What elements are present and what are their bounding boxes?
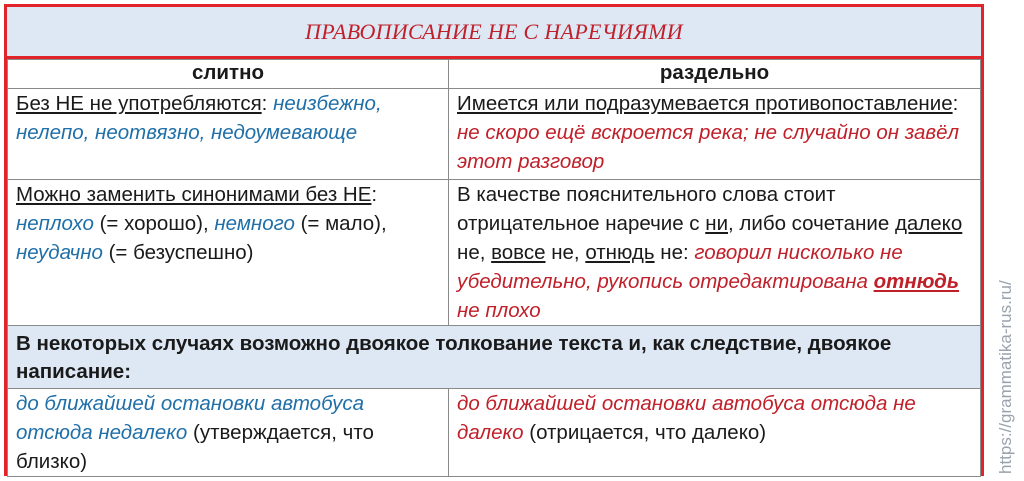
rule-text: В качестве пояснительного слова стоит отрицательное наречие с: [457, 183, 836, 235]
example-cell-separate: [449, 389, 981, 477]
rules-table-frame: [4, 4, 984, 476]
table-row: [8, 89, 981, 180]
rule-text: не,: [551, 241, 580, 264]
example-word: немного: [214, 212, 295, 235]
rule-text: , либо сочетание: [728, 212, 890, 235]
colon: :: [261, 92, 268, 115]
rule-text: не,: [457, 241, 486, 264]
column-header-together: слитно: [8, 60, 449, 89]
column-header-separate: раздельно: [449, 60, 981, 89]
rule-cell-together: [8, 89, 449, 180]
example-word: неплохо: [16, 212, 94, 235]
rule-text: не:: [660, 241, 689, 264]
example-text: не плохо: [457, 299, 541, 322]
example-note: (отрицается, что далеко): [529, 421, 767, 444]
page-title: ПРАВОПИСАНИЕ НЕ С НАРЕЧИЯМИ: [7, 7, 981, 59]
table-row-note: [8, 326, 981, 389]
example-text: говорил нисколько не убедительно, рукопись отредактирована: [457, 241, 903, 293]
keyword: далеко: [894, 212, 963, 235]
synonym-gloss: (= мало),: [300, 212, 387, 235]
synonym-gloss: (= хорошо),: [99, 212, 209, 235]
keyword: отнюдь: [585, 241, 655, 264]
table-row: [8, 389, 981, 477]
example-text: до ближайшей остановки автобуса отсюда не далеко: [457, 392, 916, 444]
example-text: не скоро ещё вскроется река; не случайно он завёл этот разговор: [457, 121, 960, 173]
table-header-row: [8, 60, 981, 89]
example-text: до ближайшей остановки автобуса отсюда недалеко: [16, 392, 365, 444]
example-keyword: отнюдь: [873, 270, 960, 293]
synonym-gloss: (= безуспешно): [108, 241, 254, 264]
example-text: неизбежно, нелепо, неотвязно, недоумевающе: [16, 92, 382, 144]
rule-cell-separate: [449, 89, 981, 180]
colon: :: [371, 183, 378, 206]
example-cell-together: [8, 389, 449, 477]
rules-table: [7, 59, 981, 477]
rule-cell-together: [8, 180, 449, 326]
keyword-ni: ни: [705, 212, 729, 235]
table-row: [8, 180, 981, 326]
rule-text: Можно заменить синонимами без НЕ: [16, 183, 372, 206]
note-cell: В некоторых случаях возможно двоякое толкование текста и, как следствие, двоякое написание:: [8, 326, 981, 389]
example-word: неудачно: [16, 241, 103, 264]
site-watermark: https://grammatika-rus.ru/: [996, 280, 1015, 474]
keyword: вовсе: [491, 241, 546, 264]
rule-text: Без НЕ не употребляются: [16, 92, 262, 115]
example-note: (утверждается, что близко): [16, 421, 374, 473]
rule-cell-separate: [449, 180, 981, 326]
rule-text: Имеется или подразумевается противопоставление: [457, 92, 953, 115]
colon: :: [952, 92, 959, 115]
